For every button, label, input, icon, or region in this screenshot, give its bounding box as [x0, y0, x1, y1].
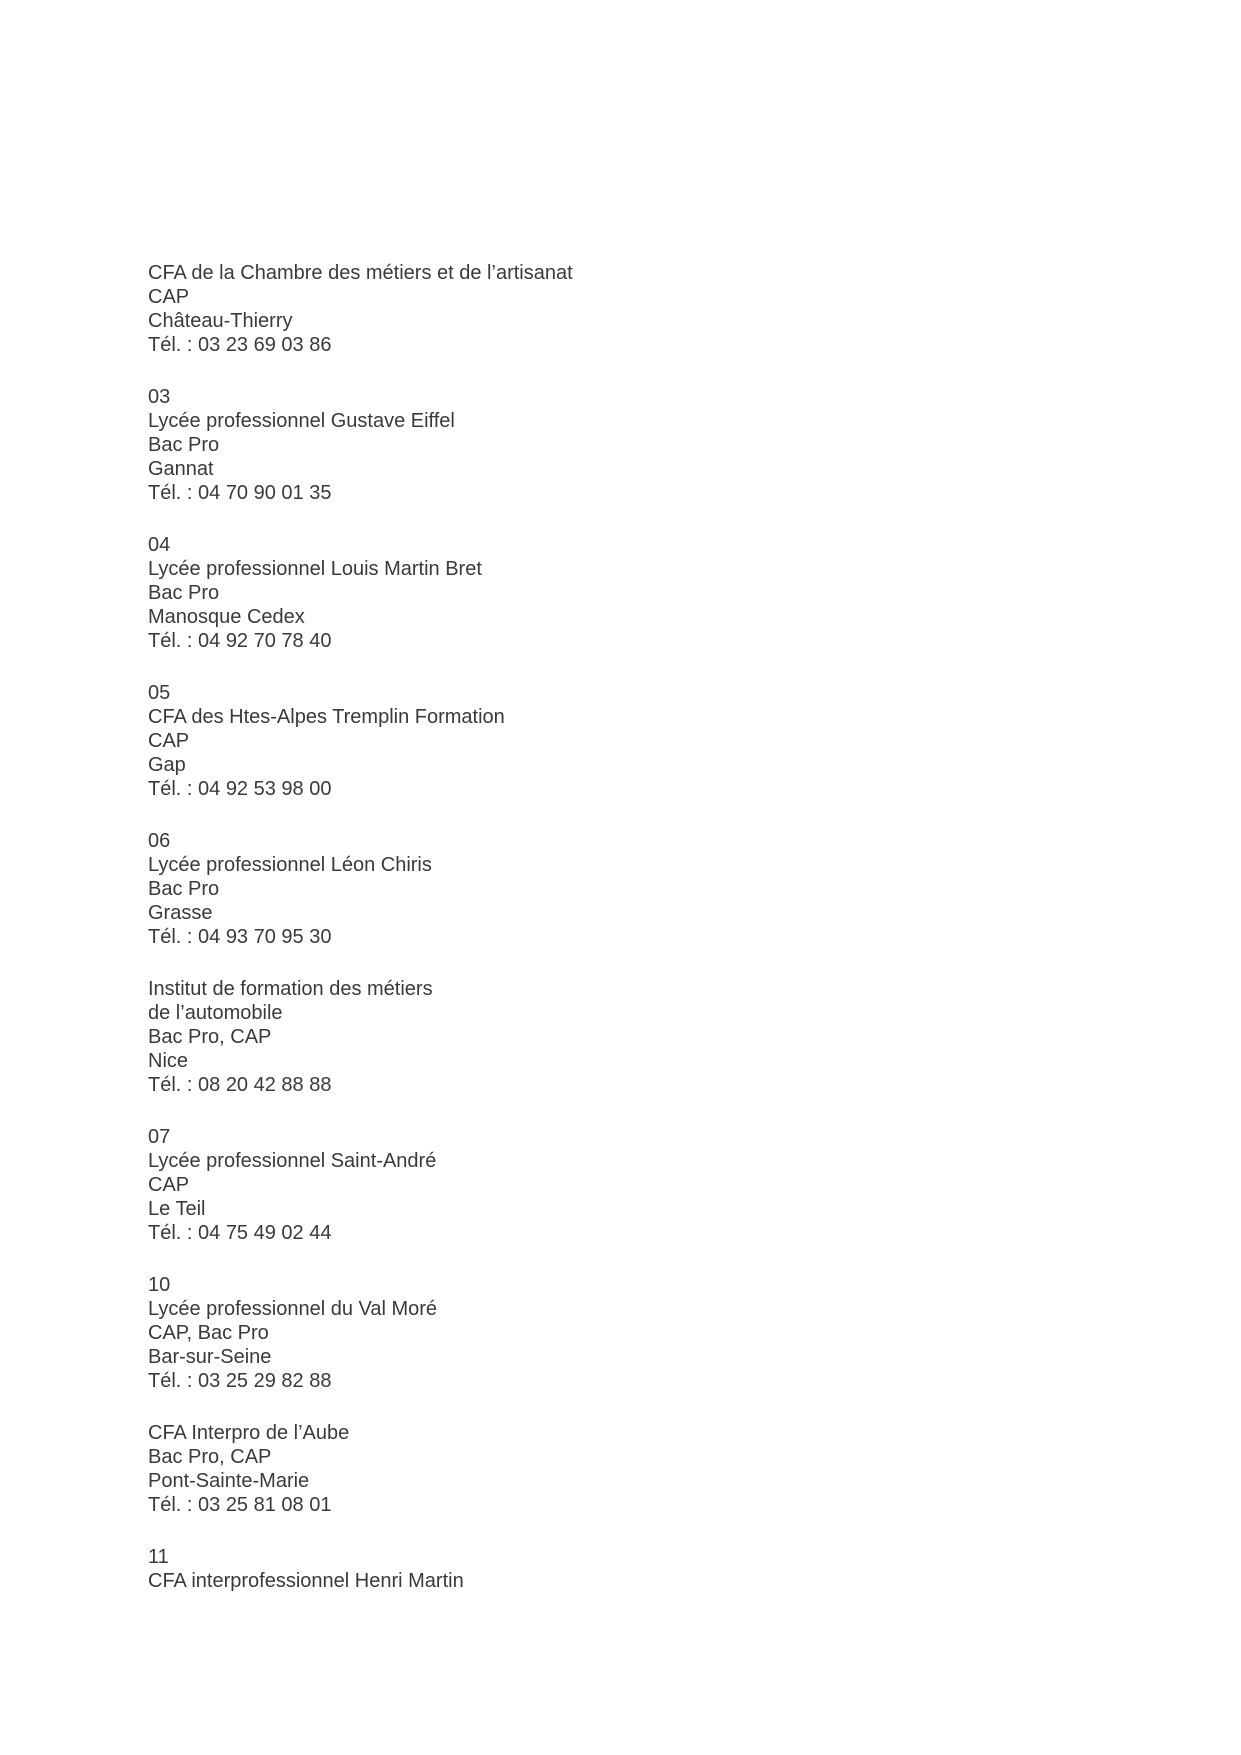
establishment-name: Lycée professionnel du Val Moré: [148, 1298, 438, 1320]
phone: Tél. : 04 70 90 01 35: [148, 482, 332, 504]
city: Gap: [148, 754, 186, 776]
city: Manosque Cedex: [148, 606, 305, 628]
diploma: Bac Pro, CAP: [148, 1026, 272, 1048]
establishment-list: [148, 261, 1048, 1621]
establishment-name: CFA Interpro de l’Aube: [148, 1422, 350, 1444]
diploma: Bac Pro: [148, 434, 220, 456]
department-number: 03: [148, 386, 171, 408]
establishment-name: CFA des Htes-Alpes Tremplin Formation: [148, 706, 505, 728]
establishment-entry: [148, 261, 1048, 357]
city: Gannat: [148, 458, 214, 480]
establishment-entry: [148, 1125, 1048, 1245]
phone: Tél. : 03 25 29 82 88: [148, 1370, 332, 1392]
city: Château-Thierry: [148, 310, 293, 332]
diploma: CAP: [148, 286, 190, 308]
establishment-entry: [148, 385, 1048, 505]
phone: Tél. : 04 92 70 78 40: [148, 630, 332, 652]
diploma: CAP: [148, 730, 190, 752]
diploma: CAP, Bac Pro: [148, 1322, 269, 1344]
establishment-name: Lycée professionnel Gustave Eiffel: [148, 410, 455, 432]
establishment-entry: [148, 977, 1048, 1097]
establishment-entry: [148, 1273, 1048, 1393]
establishment-name: Lycée professionnel Louis Martin Bret: [148, 558, 482, 580]
phone: Tél. : 08 20 42 88 88: [148, 1074, 332, 1096]
establishment-entry: [148, 1421, 1048, 1517]
city: Nice: [148, 1050, 189, 1072]
diploma: Bac Pro: [148, 878, 220, 900]
establishment-entry: [148, 829, 1048, 949]
phone: Tél. : 04 92 53 98 00: [148, 778, 332, 800]
phone: Tél. : 03 25 81 08 01: [148, 1494, 332, 1516]
city: Grasse: [148, 902, 213, 924]
diploma: Bac Pro: [148, 582, 220, 604]
phone: Tél. : 04 93 70 95 30: [148, 926, 332, 948]
establishment-name: CFA interprofessionnel Henri Martin: [148, 1570, 464, 1592]
establishment-name: Institut de formation des métiers: [148, 978, 433, 1000]
establishment-entry: [148, 681, 1048, 801]
establishment-entry: [148, 533, 1048, 653]
establishment-name: CFA de la Chambre des métiers et de l’artisanat: [148, 262, 573, 284]
department-number: 05: [148, 682, 171, 704]
phone: Tél. : 04 75 49 02 44: [148, 1222, 332, 1244]
diploma: CAP: [148, 1174, 190, 1196]
establishment-name: Lycée professionnel Saint-André: [148, 1150, 437, 1172]
department-number: 07: [148, 1126, 171, 1148]
establishment-name-continued: de l’automobile: [148, 1002, 283, 1024]
city: Le Teil: [148, 1198, 206, 1220]
department-number: 04: [148, 534, 171, 556]
diploma: Bac Pro, CAP: [148, 1446, 272, 1468]
city: Bar-sur-Seine: [148, 1346, 272, 1368]
department-number: 11: [148, 1546, 169, 1568]
department-number: 06: [148, 830, 171, 852]
department-number: 10: [148, 1274, 171, 1296]
establishment-name: Lycée professionnel Léon Chiris: [148, 854, 432, 876]
phone: Tél. : 03 23 69 03 86: [148, 334, 332, 356]
establishment-entry: [148, 1545, 1048, 1593]
city: Pont-Sainte-Marie: [148, 1470, 310, 1492]
